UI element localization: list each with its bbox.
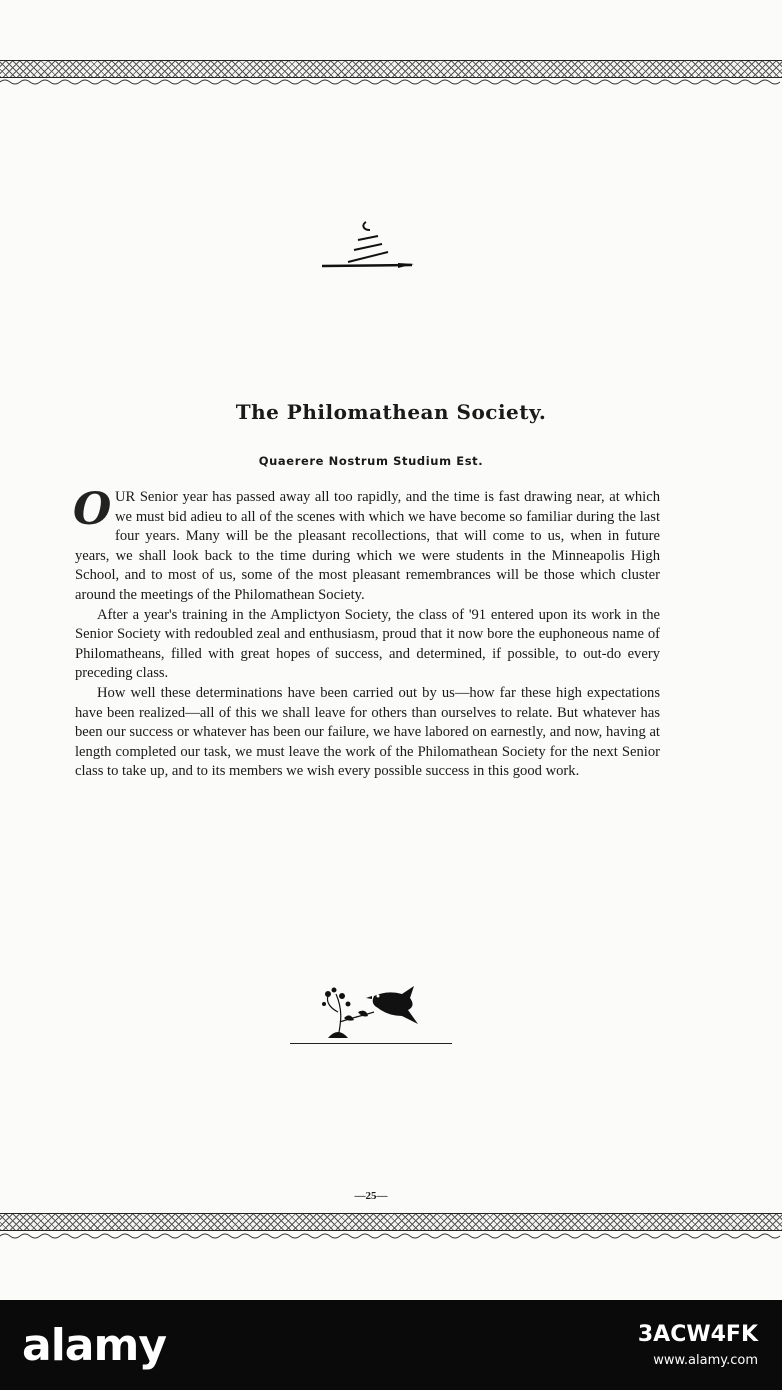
wavy-rule-bottom xyxy=(0,1232,782,1240)
paragraph-1-text: UR Senior year has passed away all too rapidly, and the time is fast drawing near, at which we must bid adieu to all of the scenes with which we have become so familiar during the last four years. Many will be the pleasant recollections, that will come to us, when in future years, we shall look back to the time during which we were students in the Minneapolis High School, and to most of us, some of the most pleasant remembrances will be those which cluster around the meetings of the Philomathean Society. xyxy=(75,489,660,603)
page-title: The Philomathean Society. xyxy=(235,400,547,424)
wavy-rule-top xyxy=(0,78,782,86)
society-motto: Quaerere Nostrum Studium Est. xyxy=(258,454,484,468)
article-body xyxy=(73,484,660,782)
ornament-underline xyxy=(290,1043,452,1044)
alamy-logo: alamy xyxy=(22,1320,166,1371)
paragraph-3: How well these determinations have been carried out by us—how far these high expectations have been realized—all of this we shall leave for others than ourselves to relate. But whatever has been our success or whatever has been our failure, we have labored on earnestly, and now, having at length completed our task, we must leave the work of the Philomathean Society for the next Senior class to take up, and to its members we wish every possible success in this good work. xyxy=(75,684,660,780)
decorative-border-bottom xyxy=(0,1213,782,1231)
stock-watermark-footer xyxy=(0,1300,782,1390)
site-url: www.alamy.com xyxy=(653,1353,758,1368)
bird-on-branch-icon xyxy=(318,982,422,1042)
drop-cap-letter: O xyxy=(73,484,112,535)
paragraph-1 xyxy=(73,484,660,606)
scroll-flourish-icon xyxy=(318,218,418,274)
image-code: 3ACW4FK xyxy=(637,1322,758,1347)
paragraph-2: After a year's training in the Amplictyon Society, the class of '91 entered upon its work in the Senior Society with redoubled zeal and enthusiasm, proud that it now bore the euphoneous name of Philomatheans, filled with great hopes of success, and determined, if possible, to out-do every preceding class. xyxy=(75,606,660,682)
image-id-block xyxy=(638,1322,758,1368)
decorative-border-top xyxy=(0,60,782,78)
page-number: —25— xyxy=(354,1190,388,1202)
